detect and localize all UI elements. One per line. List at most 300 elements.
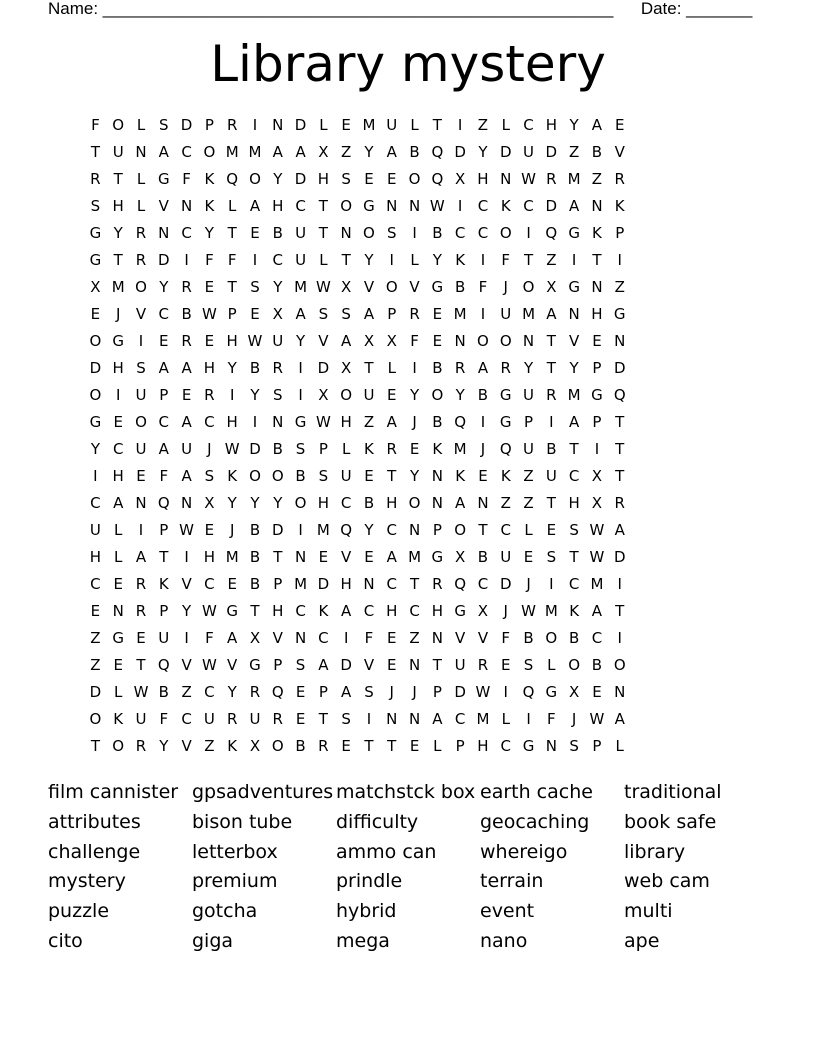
grid-letter[interactable]: I [480,305,486,323]
grid-letter[interactable]: P [387,305,397,323]
grid-letter[interactable]: B [455,278,466,296]
grid-letter[interactable]: L [501,710,510,728]
grid-letter[interactable]: T [159,548,169,566]
grid-letter[interactable]: O [89,710,102,728]
grid-letter[interactable]: U [340,467,352,485]
grid-letter[interactable]: W [315,413,331,431]
grid-letter[interactable]: I [549,575,554,593]
grid-letter[interactable]: X [341,278,352,296]
grid-letter[interactable]: G [499,386,512,404]
grid-letter[interactable]: C [181,224,192,242]
grid-letter[interactable]: S [273,386,283,404]
grid-letter[interactable]: T [569,548,579,566]
grid-letter[interactable]: Y [569,116,579,134]
grid-letter[interactable]: R [226,710,238,728]
grid-letter[interactable]: A [181,467,192,485]
grid-letter[interactable]: V [181,656,192,674]
grid-letter[interactable]: M [453,305,467,323]
grid-letter[interactable]: F [547,710,556,728]
grid-letter[interactable]: R [181,332,192,350]
grid-letter[interactable]: E [204,278,215,296]
grid-letter[interactable]: O [385,278,398,296]
grid-letter[interactable]: N [112,602,124,620]
grid-letter[interactable]: T [615,602,625,620]
grid-letter[interactable]: W [179,521,194,539]
grid-letter[interactable]: K [318,602,329,620]
grid-letter[interactable]: U [112,143,124,161]
grid-letter[interactable]: T [546,494,556,512]
grid-letter[interactable]: T [250,602,260,620]
grid-letter[interactable]: R [226,116,238,134]
grid-letter[interactable]: A [477,359,489,377]
grid-letter[interactable]: W [521,170,536,188]
grid-letter[interactable]: L [319,251,328,269]
grid-letter[interactable]: D [294,116,307,134]
grid-letter[interactable]: L [387,359,396,377]
grid-letter[interactable]: S [546,548,557,566]
grid-letter[interactable]: Y [409,467,420,485]
grid-letter[interactable]: H [203,548,216,566]
grid-letter[interactable]: P [318,683,328,701]
grid-letter[interactable]: Y [478,143,488,161]
grid-letter[interactable]: H [203,359,216,377]
grid-letter[interactable]: V [181,737,192,755]
grid-letter[interactable]: Z [568,143,580,161]
grid-letter[interactable]: Y [523,359,534,377]
grid-letter[interactable]: Y [364,143,374,161]
grid-letter[interactable]: M [476,710,490,728]
grid-letter[interactable]: J [412,413,417,431]
grid-letter[interactable]: P [592,413,602,431]
grid-letter[interactable]: N [591,278,603,296]
grid-letter[interactable]: D [454,683,466,701]
grid-letter[interactable]: Z [181,683,192,701]
grid-letter[interactable]: L [136,170,146,188]
grid-letter[interactable]: B [181,305,192,323]
grid-letter[interactable]: R [454,359,466,377]
grid-letter[interactable]: Z [409,629,420,647]
grid-letter[interactable]: E [546,521,557,539]
grid-letter[interactable]: X [90,278,101,296]
grid-letter[interactable]: A [386,413,397,431]
grid-letter[interactable]: Q [454,575,467,593]
grid-letter[interactable]: Y [273,170,283,188]
grid-letter[interactable]: N [591,197,603,215]
grid-letter[interactable]: N [614,332,626,350]
grid-letter[interactable]: U [454,656,466,674]
grid-letter[interactable]: Y [90,440,100,458]
grid-letter[interactable]: C [477,575,489,593]
grid-letter[interactable]: B [249,359,261,377]
grid-letter[interactable]: X [455,548,466,566]
grid-letter[interactable]: L [114,548,123,566]
grid-letter[interactable]: E [204,332,215,350]
grid-letter[interactable]: E [204,521,215,539]
grid-letter[interactable]: Y [364,251,374,269]
grid-letter[interactable]: W [247,332,263,350]
grid-letter[interactable]: G [363,197,375,215]
grid-letter[interactable]: B [295,467,306,485]
grid-letter[interactable]: E [295,683,306,701]
grid-letter[interactable]: A [227,629,238,647]
grid-letter[interactable]: C [523,116,534,134]
grid-letter[interactable]: P [524,413,534,431]
grid-letter[interactable]: U [158,629,170,647]
grid-letter[interactable]: R [546,170,557,188]
grid-letter[interactable]: T [227,224,237,242]
grid-letter[interactable]: C [295,602,306,620]
grid-letter[interactable]: J [526,575,531,593]
grid-letter[interactable]: V [363,656,375,674]
grid-letter[interactable]: A [113,494,124,512]
grid-letter[interactable]: O [477,332,489,350]
grid-letter[interactable]: N [272,413,284,431]
grid-letter[interactable]: Z [341,143,352,161]
grid-letter[interactable]: Z [523,467,534,485]
grid-letter[interactable]: X [318,386,329,404]
grid-letter[interactable]: E [227,575,237,593]
grid-letter[interactable]: Y [295,332,306,350]
grid-letter[interactable]: W [589,521,605,539]
grid-letter[interactable]: B [249,548,261,566]
grid-letter[interactable]: C [340,494,352,512]
grid-letter[interactable]: Q [271,683,284,701]
grid-letter[interactable]: M [248,143,262,161]
grid-letter[interactable]: T [387,737,397,755]
grid-letter[interactable]: S [159,116,169,134]
grid-letter[interactable]: I [138,332,144,350]
grid-letter[interactable]: I [412,224,417,242]
grid-letter[interactable]: E [387,386,397,404]
grid-letter[interactable]: N [408,710,421,728]
grid-letter[interactable]: A [341,683,352,701]
grid-letter[interactable]: W [475,683,491,701]
grid-letter[interactable]: C [204,575,215,593]
grid-letter[interactable]: H [386,494,398,512]
grid-letter[interactable]: W [201,656,217,674]
grid-letter[interactable]: O [271,737,284,755]
grid-letter[interactable]: L [341,440,351,458]
grid-letter[interactable]: N [180,197,193,215]
grid-letter[interactable]: A [569,197,580,215]
grid-letter[interactable]: Q [340,521,353,539]
grid-letter[interactable]: K [455,251,466,269]
grid-letter[interactable]: L [501,116,510,134]
grid-letter[interactable]: X [318,143,329,161]
grid-letter[interactable]: F [159,710,169,728]
grid-letter[interactable]: X [546,278,557,296]
grid-letter[interactable]: Q [499,440,512,458]
grid-letter[interactable]: W [201,305,217,323]
grid-letter[interactable]: Y [250,386,260,404]
grid-letter[interactable]: Z [477,116,489,134]
grid-letter[interactable]: A [318,656,329,674]
grid-letter[interactable]: Y [364,521,374,539]
grid-letter[interactable]: Q [431,170,444,188]
grid-letter[interactable]: T [546,332,556,350]
grid-letter[interactable]: Y [432,251,442,269]
grid-letter[interactable]: U [89,521,101,539]
grid-letter[interactable]: G [431,548,444,566]
grid-letter[interactable]: U [500,305,512,323]
grid-letter[interactable]: T [364,737,374,755]
grid-letter[interactable]: I [503,683,508,701]
grid-letter[interactable]: R [477,656,489,674]
grid-letter[interactable]: Q [613,386,626,404]
grid-letter[interactable]: B [409,143,420,161]
grid-letter[interactable]: I [526,224,531,242]
grid-letter[interactable]: U [272,332,284,350]
grid-letter[interactable]: N [135,494,147,512]
grid-letter[interactable]: R [135,224,147,242]
grid-letter[interactable]: P [455,737,465,755]
grid-letter[interactable]: H [89,548,102,566]
grid-letter[interactable]: I [480,413,486,431]
grid-letter[interactable]: G [89,224,102,242]
grid-letter[interactable]: K [227,467,238,485]
grid-letter[interactable]: I [138,521,144,539]
grid-letter[interactable]: E [364,467,374,485]
grid-letter[interactable]: C [295,197,306,215]
grid-letter[interactable]: B [432,359,443,377]
grid-letter[interactable]: O [545,629,558,647]
grid-letter[interactable]: I [184,548,189,566]
grid-letter[interactable]: L [410,116,419,134]
grid-letter[interactable]: C [454,710,466,728]
grid-letter[interactable]: O [431,386,444,404]
grid-letter[interactable]: C [90,494,101,512]
grid-letter[interactable]: A [158,359,169,377]
grid-letter[interactable]: F [159,467,169,485]
grid-letter[interactable]: D [499,143,512,161]
grid-letter[interactable]: E [90,602,101,620]
grid-letter[interactable]: U [500,548,512,566]
grid-letter[interactable]: N [363,575,375,593]
grid-letter[interactable]: G [522,737,535,755]
grid-letter[interactable]: Y [569,359,579,377]
grid-letter[interactable]: D [545,143,558,161]
grid-letter[interactable]: R [135,575,147,593]
grid-letter[interactable]: J [389,683,394,701]
grid-letter[interactable]: S [295,440,306,458]
grid-letter[interactable]: T [478,521,488,539]
grid-letter[interactable]: C [568,467,580,485]
grid-letter[interactable]: V [477,629,489,647]
grid-letter[interactable]: Z [363,413,375,431]
grid-letter[interactable]: O [112,737,125,755]
grid-letter[interactable]: N [386,710,398,728]
grid-letter[interactable]: K [455,467,466,485]
grid-letter[interactable]: U [523,440,535,458]
grid-letter[interactable]: T [615,440,625,458]
grid-letter[interactable]: M [362,116,376,134]
grid-letter[interactable]: L [228,197,237,215]
grid-letter[interactable]: X [272,305,283,323]
grid-letter[interactable]: T [113,170,123,188]
grid-letter[interactable]: M [225,548,239,566]
grid-letter[interactable]: I [617,629,622,647]
grid-letter[interactable]: T [227,278,237,296]
grid-letter[interactable]: P [273,656,283,674]
grid-letter[interactable]: R [386,440,397,458]
grid-letter[interactable]: M [567,386,581,404]
grid-letter[interactable]: A [591,116,603,134]
grid-letter[interactable]: N [477,494,489,512]
grid-letter[interactable]: L [547,656,556,674]
grid-letter[interactable]: I [184,251,189,269]
grid-letter[interactable]: O [454,521,467,539]
grid-letter[interactable]: H [226,413,238,431]
grid-letter[interactable]: J [503,602,508,620]
grid-letter[interactable]: N [294,629,307,647]
grid-letter[interactable]: U [135,386,147,404]
grid-letter[interactable]: L [410,251,419,269]
grid-letter[interactable]: E [90,305,101,323]
grid-letter[interactable]: Z [591,170,603,188]
grid-letter[interactable]: P [227,305,237,323]
grid-letter[interactable]: I [549,413,554,431]
grid-letter[interactable]: F [410,332,419,350]
grid-letter[interactable]: H [226,332,238,350]
grid-letter[interactable]: C [477,197,489,215]
grid-letter[interactable]: Y [227,683,237,701]
grid-letter[interactable]: M [294,575,308,593]
grid-letter[interactable]: G [249,656,261,674]
grid-letter[interactable]: O [294,494,307,512]
grid-letter[interactable]: H [340,575,352,593]
grid-letter[interactable]: H [112,467,124,485]
grid-letter[interactable]: M [225,143,239,161]
grid-letter[interactable]: P [273,575,283,593]
grid-letter[interactable]: B [477,386,489,404]
grid-letter[interactable]: E [478,467,488,485]
grid-letter[interactable]: B [249,575,261,593]
grid-letter[interactable]: Q [545,224,558,242]
grid-letter[interactable]: M [544,602,558,620]
grid-letter[interactable]: A [363,305,375,323]
grid-letter[interactable]: P [159,602,169,620]
grid-letter[interactable]: B [249,521,261,539]
grid-letter[interactable]: Y [182,602,192,620]
grid-letter[interactable]: E [592,332,602,350]
grid-letter[interactable]: W [521,602,536,620]
grid-letter[interactable]: O [89,386,102,404]
grid-letter[interactable]: A [158,440,169,458]
grid-letter[interactable]: U [523,386,535,404]
grid-letter[interactable]: I [229,386,235,404]
grid-letter[interactable]: V [158,197,169,215]
grid-letter[interactable]: P [159,386,169,404]
grid-letter[interactable]: O [249,170,261,188]
grid-letter[interactable]: O [613,656,626,674]
grid-letter[interactable]: R [272,710,283,728]
grid-letter[interactable]: G [157,170,170,188]
grid-letter[interactable]: I [457,116,463,134]
grid-letter[interactable]: R [500,359,511,377]
grid-letter[interactable]: I [252,116,258,134]
grid-letter[interactable]: Y [204,224,214,242]
grid-letter[interactable]: Q [157,656,170,674]
grid-letter[interactable]: J [229,521,235,539]
grid-letter[interactable]: N [180,494,193,512]
grid-letter[interactable]: B [295,737,306,755]
grid-letter[interactable]: G [226,602,238,620]
grid-letter[interactable]: F [205,251,214,269]
grid-letter[interactable]: E [159,332,169,350]
grid-letter[interactable]: N [294,548,307,566]
grid-letter[interactable]: A [432,710,443,728]
grid-letter[interactable]: V [614,143,625,161]
grid-letter[interactable]: H [112,359,124,377]
grid-letter[interactable]: E [113,413,123,431]
grid-letter[interactable]: B [272,224,283,242]
grid-letter[interactable]: S [341,170,351,188]
grid-letter[interactable]: L [114,683,123,701]
grid-letter[interactable]: R [249,683,261,701]
grid-letter[interactable]: A [295,143,306,161]
grid-letter[interactable]: E [136,629,146,647]
grid-letter[interactable]: N [522,332,535,350]
grid-letter[interactable]: M [590,575,604,593]
grid-letter[interactable]: E [501,656,511,674]
grid-letter[interactable]: O [340,197,353,215]
grid-letter[interactable]: N [408,521,421,539]
grid-letter[interactable]: J [207,440,212,458]
grid-letter[interactable]: V [181,575,192,593]
grid-letter[interactable]: I [115,386,121,404]
grid-letter[interactable]: T [546,359,556,377]
grid-letter[interactable]: M [567,170,581,188]
grid-letter[interactable]: A [158,143,169,161]
grid-letter[interactable]: H [568,494,580,512]
grid-letter[interactable]: T [136,656,146,674]
grid-letter[interactable]: C [500,521,511,539]
grid-letter[interactable]: H [272,602,284,620]
grid-letter[interactable]: E [364,548,374,566]
grid-letter[interactable]: I [594,440,600,458]
grid-letter[interactable]: C [500,737,511,755]
grid-letter[interactable]: W [429,197,445,215]
grid-letter[interactable]: H [477,170,489,188]
grid-letter[interactable]: C [272,251,284,269]
grid-letter[interactable]: A [341,602,352,620]
grid-letter[interactable]: E [250,305,260,323]
grid-letter[interactable]: S [295,656,306,674]
grid-letter[interactable]: T [432,656,442,674]
grid-letter[interactable]: R [614,170,625,188]
grid-letter[interactable]: Y [227,359,237,377]
grid-letter[interactable]: W [133,683,149,701]
grid-letter[interactable]: I [298,386,303,404]
grid-letter[interactable]: L [615,737,624,755]
grid-letter[interactable]: I [480,251,486,269]
grid-letter[interactable]: G [591,386,603,404]
grid-letter[interactable]: D [89,359,102,377]
grid-letter[interactable]: S [569,521,579,539]
grid-letter[interactable]: K [204,170,215,188]
grid-letter[interactable]: R [272,359,283,377]
grid-letter[interactable]: V [569,332,580,350]
grid-letter[interactable]: O [568,656,581,674]
grid-letter[interactable]: J [115,305,121,323]
grid-letter[interactable]: R [135,737,147,755]
grid-letter[interactable]: O [203,143,216,161]
grid-letter[interactable]: F [501,251,511,269]
grid-letter[interactable]: N [500,170,512,188]
grid-letter[interactable]: L [114,521,123,539]
grid-letter[interactable]: V [341,548,352,566]
grid-letter[interactable]: E [432,332,443,350]
